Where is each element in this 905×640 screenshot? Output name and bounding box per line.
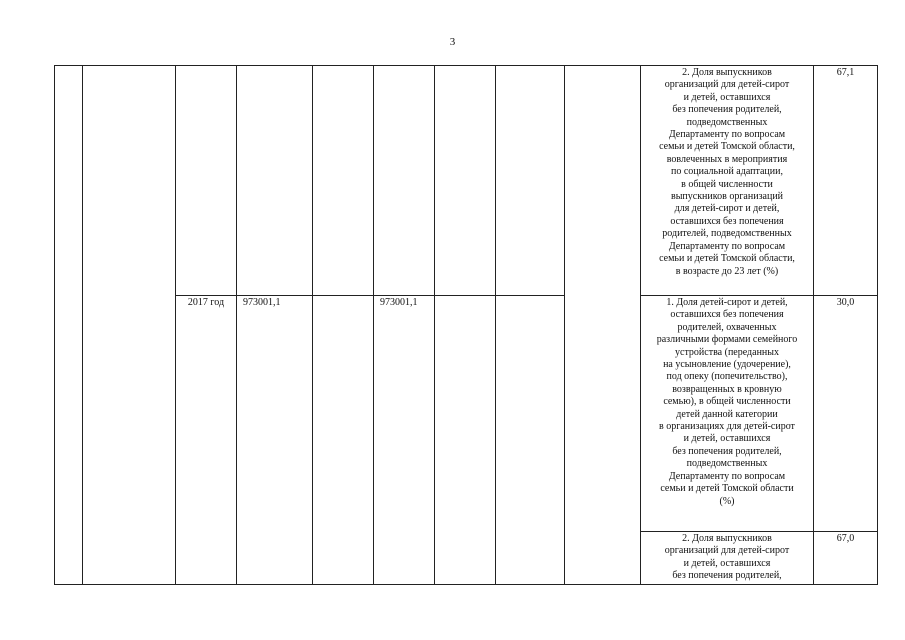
indicator-value-text: 30,0 xyxy=(836,297,855,308)
indicator-value xyxy=(814,66,878,296)
cell-other xyxy=(496,296,565,585)
indicator-text-line: и детей, оставшихся xyxy=(683,91,771,103)
indicator-text-line: подведомственных xyxy=(686,116,768,128)
indicator-text-line: в возрасте до 23 лет (%) xyxy=(675,265,779,277)
indicator-text-line: устройства (переданных xyxy=(675,346,779,358)
indicator-value-text: 67,1 xyxy=(836,67,855,78)
indicator-text-line: Департаменту по вопросам xyxy=(668,470,786,482)
indicator-text-line: Департаменту по вопросам xyxy=(668,240,786,252)
indicator-text-line: в организациях для детей-сирот xyxy=(659,421,795,433)
indicator-text-line: без попечения родителей, xyxy=(672,445,782,457)
indicator-description xyxy=(641,532,814,585)
table-row xyxy=(55,296,878,532)
year-label: 2017 год xyxy=(187,297,225,308)
indicator-text-line: Департаменту по вопросам xyxy=(668,129,786,141)
page-number: 3 xyxy=(449,36,456,48)
indicator-text-line: 1. Доля детей-сирот и детей, xyxy=(666,297,788,308)
indicator-text-line: семью), в общей численности xyxy=(663,396,791,408)
indicator-value-text: 67,0 xyxy=(836,533,855,544)
indicator-text-line: под опеку (попечительство), xyxy=(666,371,788,383)
cell-task xyxy=(83,66,176,585)
indicator-text-line: различными формами семейного xyxy=(656,334,798,346)
cell-federal xyxy=(313,296,374,585)
cell-year xyxy=(176,296,237,585)
indicator-text-line: вовлеченных в мероприятия xyxy=(666,153,788,165)
cell-other xyxy=(496,66,565,296)
indicator-text-line: и детей, оставшихся xyxy=(683,557,771,569)
cell-number xyxy=(55,66,83,585)
indicator-text-line: без попечения родителей, xyxy=(672,570,782,582)
total-amount: 973001,1 xyxy=(243,297,281,308)
indicator-description xyxy=(641,66,814,296)
indicator-text-line: по социальной адаптации, xyxy=(671,166,783,178)
indicator-text-line: семьи и детей Томской области, xyxy=(659,141,795,153)
indicator-text-line: возвращенных в кровную xyxy=(672,383,782,395)
cell-local xyxy=(435,66,496,296)
indicator-text-line: детей данной категории xyxy=(676,408,778,420)
indicator-text-line: оставшихся без попечения xyxy=(670,215,784,227)
indicator-text-line: организаций для детей-сирот xyxy=(664,545,790,557)
cell-year xyxy=(176,66,237,296)
indicator-text-line: и детей, оставшихся xyxy=(683,433,771,445)
indicator-text-line: семьи и детей Томской области, xyxy=(659,253,795,265)
indicator-value xyxy=(814,532,878,585)
indicator-text-line: родителей, подведомственных xyxy=(662,228,792,240)
cell-federal xyxy=(313,66,374,296)
cell-local xyxy=(435,296,496,585)
program-table xyxy=(54,65,878,585)
indicator-text-line: на усыновление (удочерение), xyxy=(663,359,791,371)
regional-amount: 973001,1 xyxy=(380,297,418,308)
cell-regional xyxy=(374,66,435,296)
indicator-text-line: оставшихся без попечения xyxy=(670,309,784,321)
cell-total xyxy=(237,296,313,585)
indicator-text-line: в общей численности xyxy=(681,178,773,190)
table-row xyxy=(55,66,878,296)
indicator-text-line: 2. Доля выпускников xyxy=(682,67,772,78)
indicator-value xyxy=(814,296,878,532)
indicator-text-line: выпускников организаций xyxy=(670,191,784,203)
indicator-text-line: для детей-сирот и детей, xyxy=(674,203,780,215)
cell-executor xyxy=(565,66,641,585)
indicator-text-line: 2. Доля выпускников xyxy=(682,533,772,544)
indicator-text-line: семьи и детей Томской области xyxy=(660,483,794,495)
indicator-text-line: подведомственных xyxy=(686,458,768,470)
indicator-text-line: без попечения родителей, xyxy=(672,104,782,116)
indicator-text-line: родителей, охваченных xyxy=(677,321,777,333)
indicator-description xyxy=(641,296,814,532)
indicator-text-line: (%) xyxy=(719,495,735,507)
cell-regional xyxy=(374,296,435,585)
cell-total xyxy=(237,66,313,296)
indicator-text-line: организаций для детей-сирот xyxy=(664,79,790,91)
